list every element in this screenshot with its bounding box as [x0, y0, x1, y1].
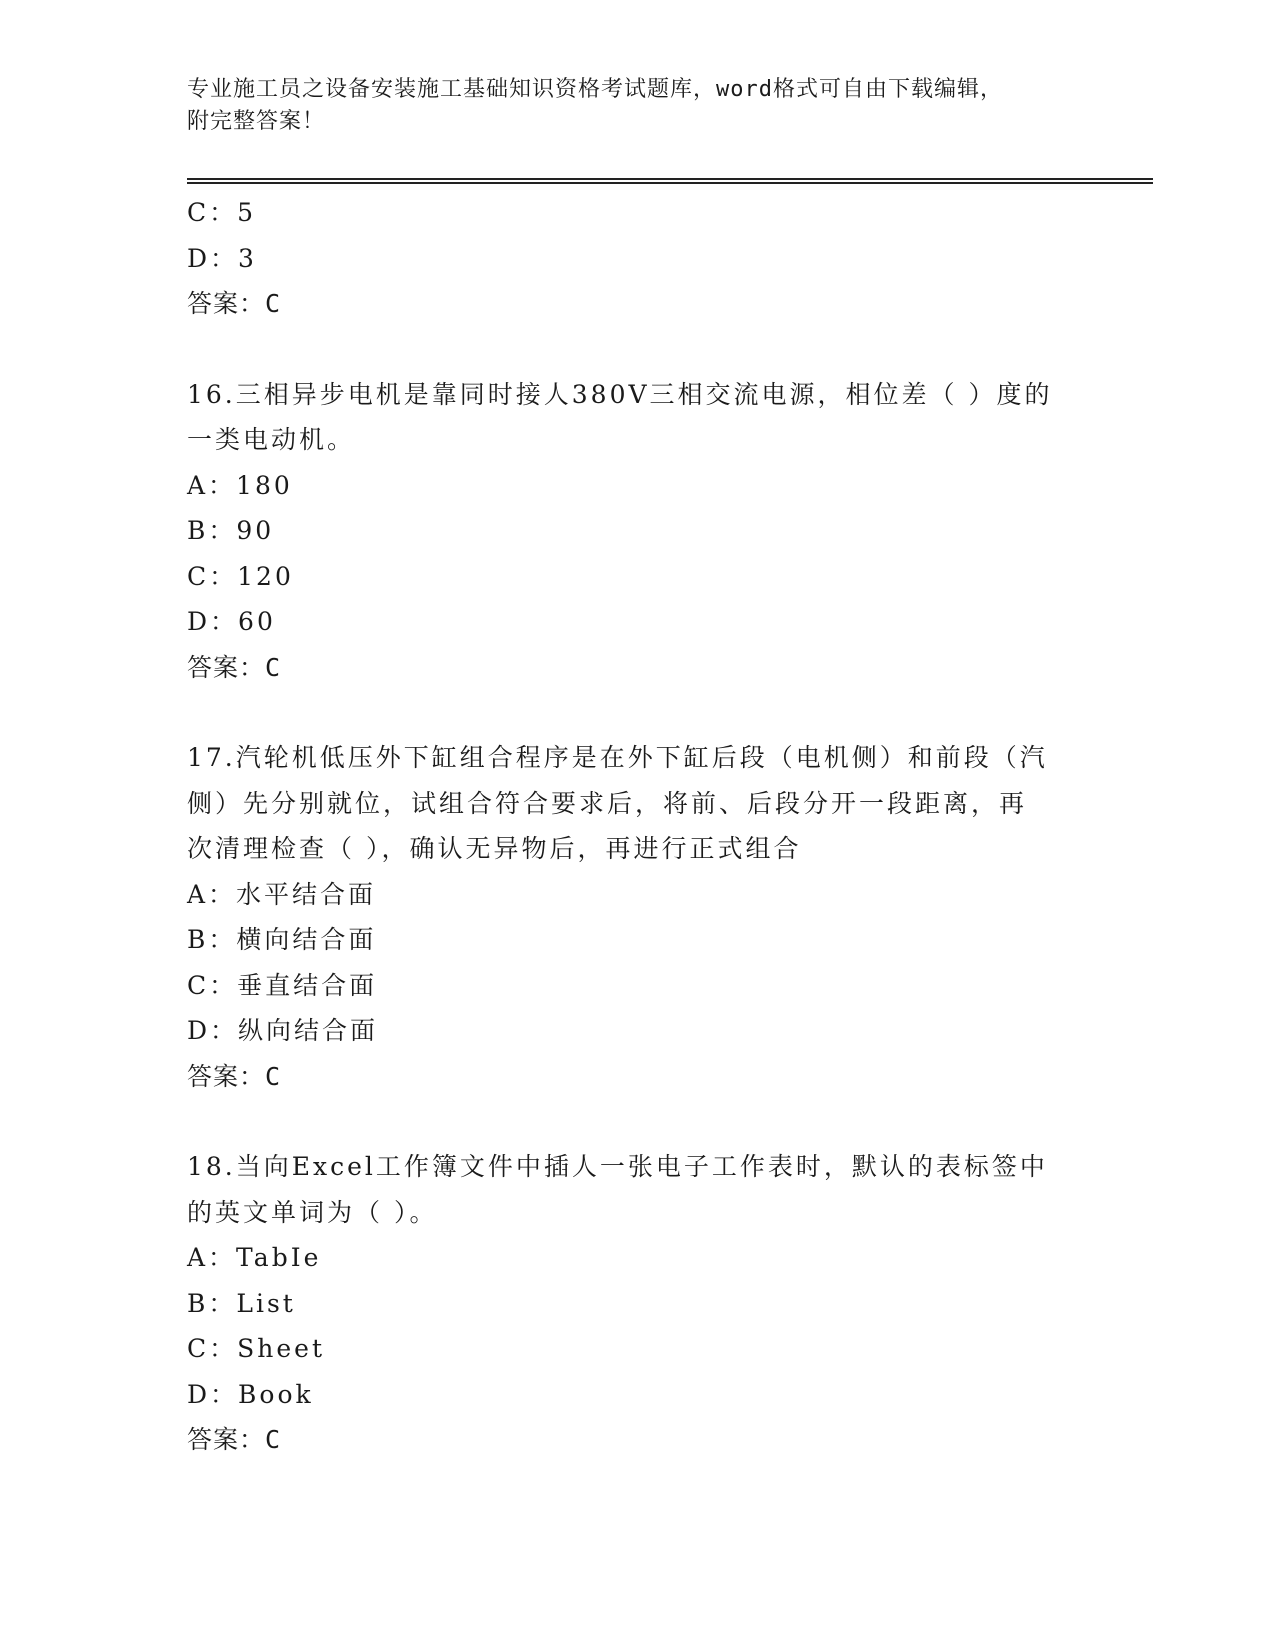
header-line-2: 附完整答案！ — [187, 109, 326, 134]
header-divider-bottom — [187, 182, 1153, 184]
answer-label: 答案： — [187, 1425, 266, 1454]
answer-label: 答案： — [187, 652, 266, 682]
answer-value: C — [265, 289, 282, 318]
answer-line — [187, 645, 1087, 691]
question-stem-line: 次清理检查（ ），确认无异物后，再进行正式组合 — [187, 834, 802, 863]
spacer — [187, 327, 1087, 372]
option-c: C：120 — [187, 561, 294, 591]
option-a: A：TabIe — [187, 1243, 322, 1272]
header-divider-top — [187, 178, 1153, 180]
question-stem-line: 17.汽轮机低压外下缸组合程序是在外下缸后段（电机侧）和前段（汽 — [187, 743, 1048, 772]
option-c: C：5 — [187, 198, 257, 227]
option-b: B：横向结合面 — [187, 925, 377, 954]
answer-line — [187, 281, 1087, 327]
question-list — [187, 190, 1087, 1463]
answer-label: 答案： — [187, 1061, 266, 1091]
question-16 — [187, 372, 1087, 691]
question-stem-line: 18.当向Excel工作簿文件中插人一张电子工作表时，默认的表标签中 — [187, 1152, 1048, 1181]
option-c: C：垂直结合面 — [187, 970, 378, 1000]
option-d: D：纵向结合面 — [187, 1016, 379, 1045]
answer-label: 答案： — [187, 289, 266, 318]
question-stem-line: 16.三相异步电机是靠同时接人380V三相交流电源，相位差（ ）度的 — [187, 379, 1053, 409]
option-c: C：Sheet — [187, 1334, 325, 1363]
previous-question — [187, 190, 1087, 327]
document-header — [187, 74, 1067, 138]
answer-line — [187, 1054, 1087, 1100]
option-b: B：List — [187, 1288, 296, 1318]
option-b: B：90 — [187, 516, 275, 545]
answer-value: C — [265, 1425, 282, 1454]
option-a: A：180 — [187, 470, 293, 500]
answer-value: C — [265, 1061, 282, 1091]
spacer — [187, 690, 1087, 735]
answer-value: C — [265, 652, 282, 682]
question-stem-line: 的英文单词为（ ）。 — [187, 1197, 438, 1227]
option-d: D：3 — [187, 243, 257, 273]
option-d: D：Book — [187, 1379, 314, 1409]
header-line-1: 专业施工员之设备安装施工基础知识资格考试题库，word格式可自由下载编辑， — [187, 77, 1003, 102]
question-stem-line: 一类电动机。 — [187, 425, 356, 454]
answer-line — [187, 1417, 1087, 1463]
question-18 — [187, 1144, 1087, 1463]
option-a: A：水平结合面 — [187, 879, 377, 909]
spacer — [187, 1099, 1087, 1144]
question-17 — [187, 735, 1087, 1099]
question-stem-line: 侧）先分别就位，试组合符合要求后，将前、后段分开一段距离，再 — [187, 788, 1028, 818]
option-d: D：60 — [187, 607, 276, 636]
